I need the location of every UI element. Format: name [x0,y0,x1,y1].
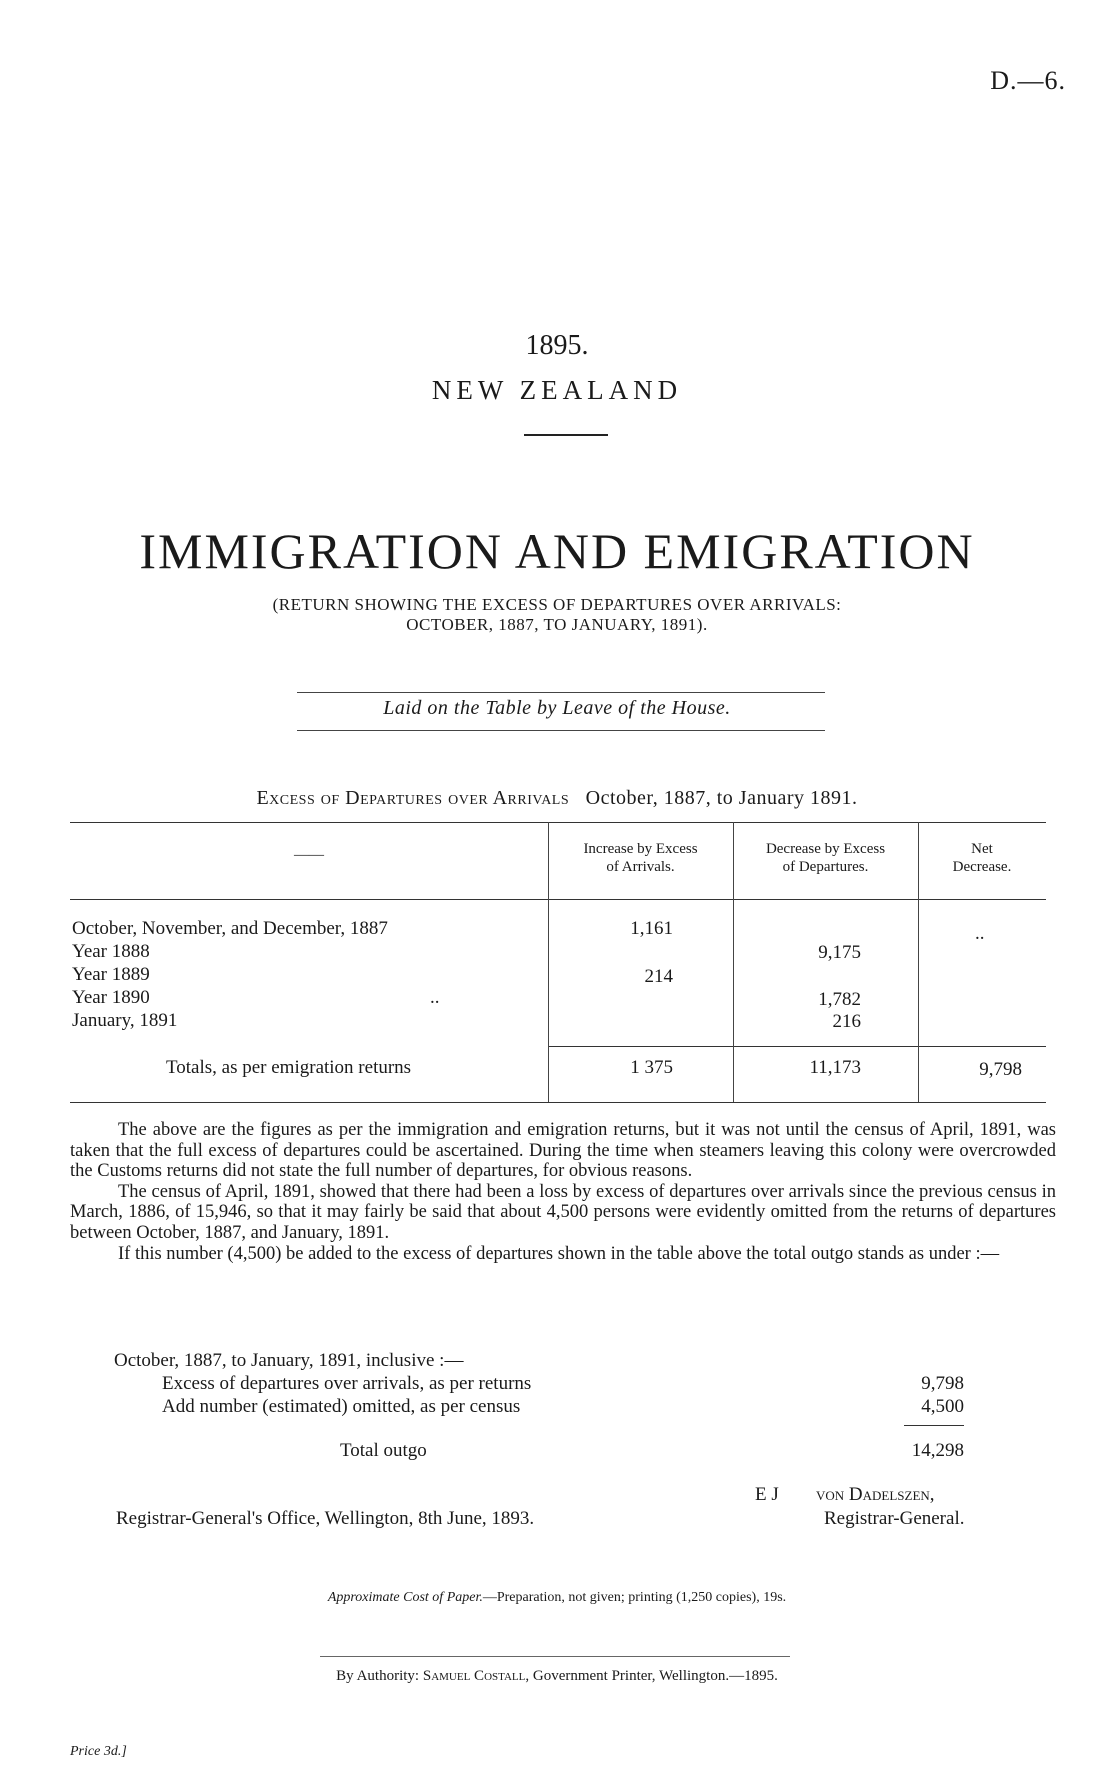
decrease-cell: 1,782 [818,989,861,1010]
divider-rule [297,692,825,693]
table-header-rule [70,899,1046,900]
divider-rule [320,1656,790,1657]
totals-net: 9,798 [979,1059,1022,1080]
authority-suffix: Government Printer, Wellington.—1895. [532,1668,778,1684]
cost-note-detail: —Preparation, not given; printing (1,250 copies), 19s. [482,1590,787,1605]
table-title-period: October, 1887, to January 1891. [585,787,858,809]
table-title [0,787,1114,810]
outgo-total-label: Total outgo [340,1440,427,1461]
net-cell: .. [975,923,985,944]
header-decrease [733,840,918,876]
paragraph: If this number (4,500) be added to the excess of departures shown in the table above the total outgo stands as under :— [118,1243,1000,1264]
header-net-line-1: Net [971,841,993,857]
totals-decrease: 11,173 [809,1057,861,1078]
row-label: January, 1891 [72,1010,178,1031]
outgo-line-1-label: Excess of departures over arrivals, as per returns [162,1373,532,1394]
table-title-main: Excess of Departures over Arrivals [256,787,570,809]
header-net [918,840,1046,876]
country-heading: NEW ZEALAND [431,375,683,405]
divider-rule [297,730,825,731]
row-label: Year 1889 [72,964,150,985]
outgo-period: October, 1887, to January, 1891, inclusive :— [114,1350,464,1371]
outgo-total-value: 14,298 [911,1440,964,1461]
cost-note [0,1590,1114,1606]
authority-line [0,1668,1114,1685]
header-increase-line-2: of Arrivals. [606,859,675,875]
office-date-line: Registrar-General's Office, Wellington, 8th June, 1893. [116,1508,535,1529]
signature-initials: E J [755,1484,779,1505]
decrease-cell: 216 [832,1011,861,1032]
increase-cell: 214 [644,966,673,987]
header-blank: —— [294,847,324,863]
laid-on-table-note: Laid on the Table by Leave of the House. [383,697,731,719]
totals-label: Totals, as per emigration returns [166,1057,412,1078]
row-label: Year 1888 [72,941,150,962]
leader-dots: .. [430,987,440,1008]
price-note: Price 3d.] [70,1744,127,1759]
paper-reference: D.—6. [990,66,1066,95]
page-title: IMMIGRATION AND EMIGRATION [139,523,975,579]
header-increase-line-1: Increase by Excess [583,841,698,857]
table-bottom-rule [70,1102,1046,1103]
cost-note-label: Approximate Cost of Paper. [327,1590,483,1605]
header-increase [548,840,733,876]
header-decrease-line-1: Decrease by Excess [765,841,886,857]
header-decrease-line-2: of Departures. [782,859,869,875]
outgo-line-1-value: 9,798 [921,1373,964,1394]
year-heading: 1895. [525,330,589,361]
header-net-line-2: Decrease. [952,859,1012,875]
sum-rule [904,1425,964,1426]
subtitle [0,595,1114,635]
paragraph: The above are the figures as per the immigration and emigration returns, but it was not until the census of April, 1891, was taken that the full excess of departures could be ascertained. During the time when steamers leaving this colony were overcrowded the Customs returns did not state the full number of departures, for obvious reasons. [70,1120,1056,1182]
table-top-rule [70,822,1046,823]
signature-name: von Dadelszen, [816,1484,935,1505]
increase-cell: 1,161 [630,918,673,939]
subtitle-line-2: OCTOBER, 1887, TO JANUARY, 1891). [406,615,708,634]
printer-name: Samuel Costall, [422,1668,530,1684]
authority-prefix: By Authority: [336,1668,420,1684]
signature-role: Registrar-General. [824,1508,965,1529]
paragraph: The census of April, 1891, showed that there had been a loss by excess of departures over arrivals since the previous census in March, 1886, of 15,946, so that it may fairly be said that about 4,500 persons were evidently omitted from the returns of departures between October, 1887, and January, 1891. [70,1181,1056,1243]
row-label: October, November, and December, 1887 [72,918,388,939]
decrease-cell: 9,175 [818,942,861,963]
totals-rule [548,1046,1046,1047]
outgo-line-2-label: Add number (estimated) omitted, as per census [162,1396,521,1417]
totals-increase: 1 375 [630,1057,673,1078]
body-text [70,1120,1056,1264]
divider-rule [524,434,608,436]
outgo-line-2-value: 4,500 [921,1396,964,1417]
subtitle-line-1: (RETURN SHOWING THE EXCESS OF DEPARTURES OVER ARRIVALS: [272,595,842,614]
row-label: Year 1890 [72,987,150,1008]
